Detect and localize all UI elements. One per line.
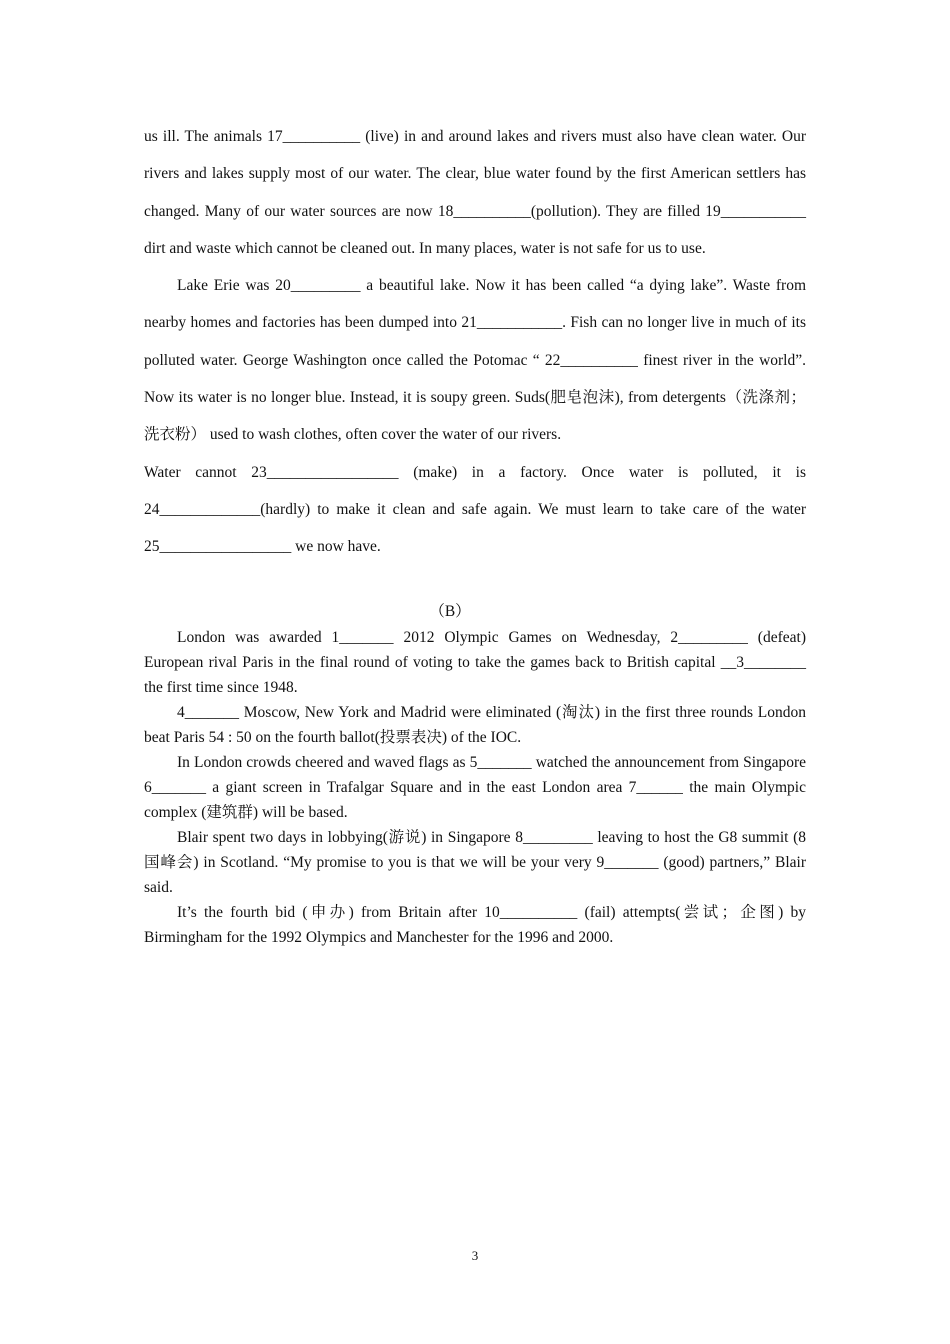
passage-a	[144, 118, 806, 566]
section-b-heading	[0, 600, 950, 624]
passage-a-paragraph-3: Water cannot 23_________________ (make) in a factory. Once water is polluted, it is 24_____________(hardly) to make it clean and safe again. We must learn to take care of the water 25_________________ we now have.	[144, 463, 806, 556]
passage-b-paragraph-4: Blair spent two days in lobbying(游说) in Singapore 8_________ leaving to host the G8 summit (8 国峰会) in Scotland. “My promise to you is that we will be your very 9_______ (good) partners,” Blair said.	[144, 829, 806, 896]
passage-a-paragraph-1: us ill. The animals 17__________ (live) in and around lakes and rivers must also have clean water. Our rivers and lakes supply most of our water. The clear, blue water found by the first American settlers has changed. Many of our water sources are now 18__________(pollution). They are filled 19___________ dirt and waste which cannot be cleaned out. In many places, water is not safe for us to use.	[144, 128, 806, 257]
passage-b-paragraph-5: It’s the fourth bid (申办) from Britain after 10__________ (fail) attempts(尝试；企图) by Birmingham for the 1992 Olympics and Manchester for the 1996 and 2000.	[144, 904, 806, 946]
section-b-label: （B）	[429, 603, 471, 620]
page-number: 3	[471, 1248, 479, 1263]
passage-b	[144, 625, 806, 950]
passage-b-paragraph-3: In London crowds cheered and waved flags as 5_______ watched the announcement from Singapore 6_______ a giant screen in Trafalgar Square and in the east London area 7______ the main Olympic complex (建筑群) will be based.	[144, 754, 806, 821]
passage-a-paragraph-2: Lake Erie was 20_________ a beautiful lake. Now it has been called “a dying lake”. Waste from nearby homes and factories has been dumped into 21___________. Fish can no longer live in much of its polluted water. George Washington once called the Potomac “ 22__________ finest river in the world”. Now its water is no longer blue. Instead, it is soupy green. Suds(肥皂泡沫), from detergents（洗涤剂；洗衣粉） used to wash clothes, often cover the water of our rivers.	[144, 277, 806, 444]
passage-b-paragraph-1: London was awarded 1_______ 2012 Olympic Games on Wednesday, 2_________ (defeat) European rival Paris in the final round of voting to take the games back to British capital __3________ the first time since 1948.	[144, 629, 806, 696]
passage-b-paragraph-2: 4_______ Moscow, New York and Madrid were eliminated (淘汰) in the first three rounds London beat Paris 54 : 50 on the fourth ballot(投票表决) of the IOC.	[144, 704, 806, 746]
